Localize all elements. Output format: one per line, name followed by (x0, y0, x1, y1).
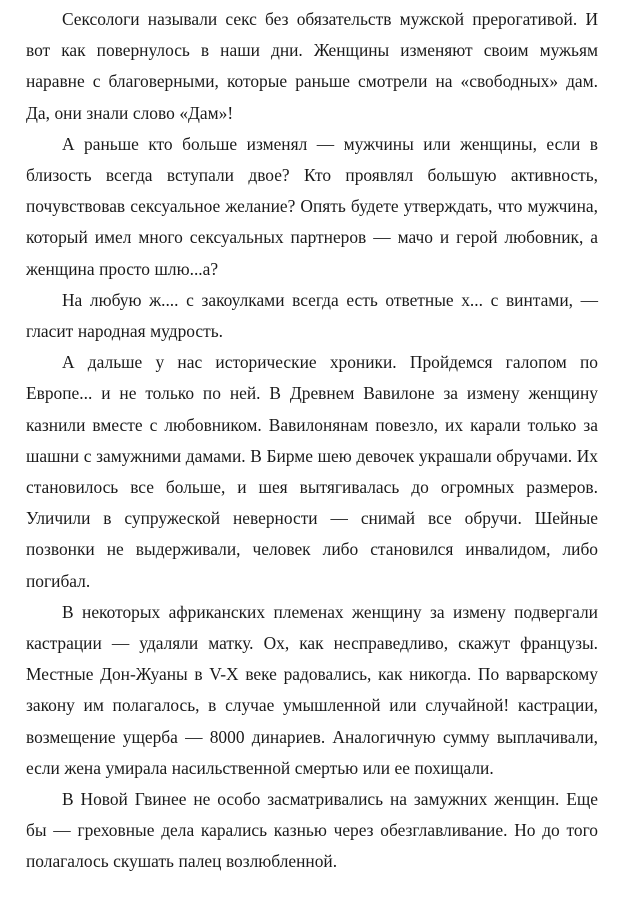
paragraph: Сексологи называли секс без обязательств мужской прерогативой. И вот как повернулось в наши дни. Женщины изменяют своим мужьям наравне с благоверными, которые раньше смотрели на «свободных» дам. Да, они знали слово «Дам»! (26, 9, 598, 123)
paragraph: А дальше у нас исторические хроники. Пройдемся галопом по Европе... и не только по ней. В Древнем Вавилоне за измену женщину казнили вместе с любовником. Вавилонянам повезло, их карали только за шашни с замужними дамами. В Бирме шею девочек украшали обручами. Их становилось все больше, и шея вытягивалась до огромных размеров. Уличили в супружеской неверности — снимай все обручи. Шейные позвонки не выдерживали, человек либо становился инвалидом, либо погибал. (26, 352, 598, 591)
paragraph: В некоторых африканских племенах женщину за измену подвергали кастрации — удаляли матку. Ох, как несправедливо, скажут французы. Местные Дон-Жуаны в V-X веке радовались, как никогда. По варварскому закону им полагалось, в случае умышленной или случайной! кастрации, возмещение ущерба — 8000 динариев. Аналогичную сумму выплачивали, если жена умирала насильственной смертью или ее похищали. (26, 601, 598, 778)
paragraph: В Новой Гвинее не особо засматривались на замужних женщин. Еще бы — греховные дела карались казнью через обезглавливание. Но до того полагалось скушать палец возлюбленной. (26, 789, 598, 872)
paragraph: А раньше кто больше изменял — мужчины или женщины, если в близость всегда вступали двое? Кто проявлял большую активность, почувствовав сексуальное желание? Опять будете утверждать, что мужчина, который имел много сексуальных партнеров — мачо и герой любовник, а женщина просто шлю...а? (26, 133, 598, 279)
paragraph: На любую ж.... с закоулками всегда есть ответные х... с винтами, — гласит народная мудрость. (26, 289, 598, 342)
